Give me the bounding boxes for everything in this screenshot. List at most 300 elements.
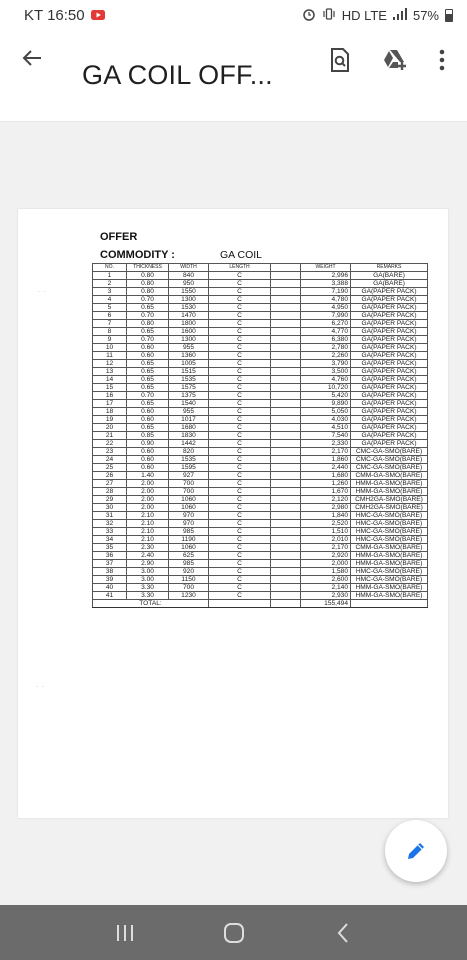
row-weight: 4,030 <box>301 416 351 424</box>
row-thickness: 3.00 <box>127 568 169 576</box>
row-weight: 1,670 <box>301 488 351 496</box>
spacer-cell <box>271 488 301 496</box>
back-button[interactable] <box>18 44 46 72</box>
chevron-left-icon <box>336 922 350 944</box>
row-number: 21 <box>93 432 127 440</box>
row-weight: 2,260 <box>301 352 351 360</box>
row-number: 15 <box>93 384 127 392</box>
row-length: C <box>209 360 271 368</box>
row-number: 16 <box>93 392 127 400</box>
row-width: 1230 <box>169 592 209 600</box>
spacer-cell <box>271 568 301 576</box>
row-length: C <box>209 424 271 432</box>
spacer-cell <box>271 416 301 424</box>
table-row <box>93 552 428 560</box>
row-width: 1150 <box>169 576 209 584</box>
table-row <box>93 280 428 288</box>
spacer-cell <box>271 368 301 376</box>
row-thickness: 0.65 <box>127 400 169 408</box>
row-length: C <box>209 432 271 440</box>
row-remarks: GA(PAPER PACK) <box>351 384 428 392</box>
table-row <box>93 320 428 328</box>
row-weight: 2,920 <box>301 552 351 560</box>
table-row <box>93 520 428 528</box>
row-width: 985 <box>169 528 209 536</box>
spacer-cell <box>271 504 301 512</box>
row-remarks: CMM-GA-SMO(BARE) <box>351 544 428 552</box>
document-title: GA COIL OFF... <box>82 60 273 90</box>
row-length: C <box>209 512 271 520</box>
scan-mark: · · <box>36 684 44 690</box>
row-number: 23 <box>93 448 127 456</box>
row-thickness: 0.80 <box>127 272 169 280</box>
row-thickness: 3.00 <box>127 576 169 584</box>
row-weight: 4,510 <box>301 424 351 432</box>
spacer-cell <box>271 272 301 280</box>
row-remarks: CMC-GA-SMO(BARE) <box>351 456 428 464</box>
table-row <box>93 384 428 392</box>
row-length: C <box>209 456 271 464</box>
row-weight: 3,500 <box>301 368 351 376</box>
row-number: 2 <box>93 280 127 288</box>
row-length: C <box>209 408 271 416</box>
recent-apps-icon <box>115 924 135 942</box>
row-number: 14 <box>93 376 127 384</box>
table-row <box>93 408 428 416</box>
row-remarks: GA(PAPER PACK) <box>351 376 428 384</box>
row-width: 927 <box>169 472 209 480</box>
row-width: 820 <box>169 448 209 456</box>
row-remarks: GA(PAPER PACK) <box>351 312 428 320</box>
total-label: TOTAL: <box>93 600 209 608</box>
spacer-cell <box>271 536 301 544</box>
row-width: 1375 <box>169 392 209 400</box>
spacer-cell <box>271 280 301 288</box>
row-length: C <box>209 520 271 528</box>
row-weight: 6,380 <box>301 336 351 344</box>
row-width: 950 <box>169 280 209 288</box>
row-weight: 2,780 <box>301 344 351 352</box>
table-row <box>93 464 428 472</box>
row-length: C <box>209 504 271 512</box>
row-weight: 6,270 <box>301 320 351 328</box>
row-length: C <box>209 536 271 544</box>
row-length: C <box>209 400 271 408</box>
row-length: C <box>209 376 271 384</box>
table-row <box>93 536 428 544</box>
row-weight: 2,600 <box>301 576 351 584</box>
row-remarks: GA(PAPER PACK) <box>351 304 428 312</box>
row-length: C <box>209 320 271 328</box>
status-left <box>24 7 105 24</box>
total-row <box>93 600 428 608</box>
row-width: 700 <box>169 488 209 496</box>
row-thickness: 0.70 <box>127 296 169 304</box>
pencil-icon <box>405 840 427 862</box>
row-thickness: 0.60 <box>127 344 169 352</box>
row-weight: 2,440 <box>301 464 351 472</box>
table-row <box>93 512 428 520</box>
row-width: 1535 <box>169 456 209 464</box>
commodity-label: COMMODITY : <box>100 249 175 261</box>
row-weight: 2,980 <box>301 504 351 512</box>
row-thickness: 0.70 <box>127 312 169 320</box>
row-thickness: 0.70 <box>127 336 169 344</box>
find-in-document-button[interactable] <box>327 46 353 74</box>
row-remarks: GA(PAPER PACK) <box>351 320 428 328</box>
spacer-cell <box>271 264 301 272</box>
row-width: 1575 <box>169 384 209 392</box>
row-remarks: HMC-GA-SMO(BARE) <box>351 520 428 528</box>
spacer-cell <box>271 464 301 472</box>
row-thickness: 2.00 <box>127 488 169 496</box>
alarm-icon <box>302 7 316 24</box>
home-button[interactable] <box>214 913 254 953</box>
row-weight: 1,510 <box>301 528 351 536</box>
row-number: 40 <box>93 584 127 592</box>
table-row <box>93 488 428 496</box>
table-row <box>93 344 428 352</box>
row-number: 3 <box>93 288 127 296</box>
row-weight: 2,170 <box>301 448 351 456</box>
spacer-cell <box>271 296 301 304</box>
row-thickness: 0.85 <box>127 432 169 440</box>
row-remarks: GA(PAPER PACK) <box>351 424 428 432</box>
row-remarks: GA(PAPER PACK) <box>351 400 428 408</box>
row-thickness: 0.60 <box>127 448 169 456</box>
home-icon <box>223 922 245 944</box>
spacer-cell <box>271 424 301 432</box>
row-width: 1442 <box>169 440 209 448</box>
table-row <box>93 392 428 400</box>
battery-percentage: 57% <box>412 7 439 23</box>
row-length: C <box>209 544 271 552</box>
spacer-cell <box>271 312 301 320</box>
table-row <box>93 496 428 504</box>
spacer-cell <box>271 432 301 440</box>
row-number: 20 <box>93 424 127 432</box>
spacer-cell <box>271 560 301 568</box>
row-width: 1190 <box>169 536 209 544</box>
table-row <box>93 376 428 384</box>
row-remarks: GA(PAPER PACK) <box>351 288 428 296</box>
row-weight: 2,930 <box>301 592 351 600</box>
back-nav-button[interactable] <box>323 913 363 953</box>
row-length: C <box>209 304 271 312</box>
spacer-cell <box>271 544 301 552</box>
row-thickness: 0.90 <box>127 440 169 448</box>
add-to-drive-icon <box>382 48 408 72</box>
row-weight: 5,050 <box>301 408 351 416</box>
row-weight: 4,770 <box>301 328 351 336</box>
row-thickness: 0.65 <box>127 328 169 336</box>
row-width: 955 <box>169 408 209 416</box>
spacer-cell <box>271 576 301 584</box>
column-header: LENGTH <box>209 264 271 272</box>
row-number: 6 <box>93 312 127 320</box>
column-header: WEIGHT <box>301 264 351 272</box>
row-number: 28 <box>93 488 127 496</box>
more-vertical-icon <box>439 49 445 71</box>
row-remarks: HMC-GA-SMO(BARE) <box>351 528 428 536</box>
row-weight: 5,420 <box>301 392 351 400</box>
row-number: 25 <box>93 464 127 472</box>
row-weight: 1,680 <box>301 472 351 480</box>
row-thickness: 1.40 <box>127 472 169 480</box>
row-remarks: GA(PAPER PACK) <box>351 368 428 376</box>
document-page <box>18 209 448 818</box>
add-to-drive-button[interactable] <box>382 46 408 74</box>
row-number: 31 <box>93 512 127 520</box>
spacer-cell <box>271 376 301 384</box>
carrier-time: KT 16:50 <box>24 6 85 24</box>
row-length: C <box>209 384 271 392</box>
row-weight: 1,260 <box>301 480 351 488</box>
row-remarks: HMM-GA-SMO(BARE) <box>351 592 428 600</box>
vibrate-icon <box>322 7 336 24</box>
battery-icon <box>445 9 453 22</box>
table-row <box>93 424 428 432</box>
table-row <box>93 560 428 568</box>
table-row <box>93 528 428 536</box>
total-weight: 155,494 <box>301 600 351 608</box>
row-length: C <box>209 272 271 280</box>
row-number: 19 <box>93 416 127 424</box>
document-heading: OFFER <box>100 231 138 243</box>
row-weight: 4,780 <box>301 296 351 304</box>
row-remarks: GA(PAPER PACK) <box>351 344 428 352</box>
row-number: 7 <box>93 320 127 328</box>
row-length: C <box>209 440 271 448</box>
row-thickness: 0.80 <box>127 288 169 296</box>
row-remarks: HMC-GA-SMO(BARE) <box>351 536 428 544</box>
row-weight: 3,388 <box>301 280 351 288</box>
row-number: 22 <box>93 440 127 448</box>
row-length: C <box>209 336 271 344</box>
row-thickness: 2.00 <box>127 504 169 512</box>
spacer-cell <box>271 392 301 400</box>
row-width: 1060 <box>169 544 209 552</box>
column-header: REMARKS <box>351 264 428 272</box>
row-weight: 1,840 <box>301 512 351 520</box>
status-bar <box>0 0 467 30</box>
spacer-cell <box>271 456 301 464</box>
row-width: 1017 <box>169 416 209 424</box>
row-weight: 3,790 <box>301 360 351 368</box>
spacer-cell <box>271 512 301 520</box>
row-thickness: 0.65 <box>127 424 169 432</box>
spacer-cell <box>271 480 301 488</box>
table-row <box>93 584 428 592</box>
table-row <box>93 440 428 448</box>
spacer-cell <box>271 496 301 504</box>
row-number: 37 <box>93 560 127 568</box>
row-number: 38 <box>93 568 127 576</box>
find-in-page-icon <box>330 48 350 72</box>
spacer-cell <box>271 400 301 408</box>
row-remarks: GA(PAPER PACK) <box>351 360 428 368</box>
row-length: C <box>209 328 271 336</box>
row-width: 1060 <box>169 504 209 512</box>
row-number: 30 <box>93 504 127 512</box>
table-row <box>93 472 428 480</box>
row-number: 29 <box>93 496 127 504</box>
row-length: C <box>209 464 271 472</box>
row-thickness: 2.00 <box>127 480 169 488</box>
row-weight: 4,760 <box>301 376 351 384</box>
row-width: 920 <box>169 568 209 576</box>
table-row <box>93 544 428 552</box>
row-width: 1550 <box>169 288 209 296</box>
column-header: NO. <box>93 264 127 272</box>
table-row <box>93 312 428 320</box>
table-row <box>93 416 428 424</box>
row-width: 1595 <box>169 464 209 472</box>
row-length: C <box>209 312 271 320</box>
row-number: 5 <box>93 304 127 312</box>
row-width: 1800 <box>169 320 209 328</box>
row-remarks: GA(PAPER PACK) <box>351 440 428 448</box>
table-row <box>93 328 428 336</box>
row-length: C <box>209 392 271 400</box>
row-length: C <box>209 296 271 304</box>
row-remarks: HMC-GA-SMO(BARE) <box>351 512 428 520</box>
spacer-cell <box>271 304 301 312</box>
total-empty-cell <box>209 600 271 608</box>
row-width: 1680 <box>169 424 209 432</box>
spacer-cell <box>271 552 301 560</box>
spacer-cell <box>271 288 301 296</box>
offer-table <box>92 263 428 608</box>
row-remarks: HMC-GA-SMO(BARE) <box>351 568 428 576</box>
row-width: 1300 <box>169 296 209 304</box>
row-width: 1360 <box>169 352 209 360</box>
row-number: 18 <box>93 408 127 416</box>
row-remarks: HMM-GA-SMO(BARE) <box>351 584 428 592</box>
row-width: 970 <box>169 520 209 528</box>
row-length: C <box>209 584 271 592</box>
row-remarks: CMC-GA-SMO(BARE) <box>351 448 428 456</box>
row-width: 955 <box>169 344 209 352</box>
more-options-button[interactable] <box>429 46 455 74</box>
row-width: 1005 <box>169 360 209 368</box>
row-width: 840 <box>169 272 209 280</box>
row-length: C <box>209 280 271 288</box>
row-width: 1060 <box>169 496 209 504</box>
row-length: C <box>209 416 271 424</box>
row-thickness: 2.90 <box>127 560 169 568</box>
row-thickness: 0.65 <box>127 304 169 312</box>
row-weight: 2,170 <box>301 544 351 552</box>
row-weight: 9,890 <box>301 400 351 408</box>
row-width: 1535 <box>169 376 209 384</box>
row-number: 17 <box>93 400 127 408</box>
spacer-cell <box>271 448 301 456</box>
row-weight: 7,990 <box>301 312 351 320</box>
row-thickness: 0.60 <box>127 408 169 416</box>
row-thickness: 0.80 <box>127 280 169 288</box>
table-row <box>93 504 428 512</box>
spacer-cell <box>271 600 301 608</box>
table-row <box>93 592 428 600</box>
row-length: C <box>209 344 271 352</box>
row-remarks: GA(PAPER PACK) <box>351 352 428 360</box>
row-remarks: GA(PAPER PACK) <box>351 432 428 440</box>
recent-apps-button[interactable] <box>105 913 145 953</box>
spacer-cell <box>271 328 301 336</box>
row-width: 700 <box>169 584 209 592</box>
row-width: 1300 <box>169 336 209 344</box>
row-number: 9 <box>93 336 127 344</box>
row-width: 1470 <box>169 312 209 320</box>
row-length: C <box>209 288 271 296</box>
row-thickness: 2.10 <box>127 520 169 528</box>
row-number: 39 <box>93 576 127 584</box>
spacer-cell <box>271 592 301 600</box>
youtube-notification-icon <box>91 7 105 24</box>
table-row <box>93 568 428 576</box>
row-number: 34 <box>93 536 127 544</box>
row-weight: 2,000 <box>301 560 351 568</box>
row-width: 985 <box>169 560 209 568</box>
row-remarks: CMC-GA-SMO(BARE) <box>351 464 428 472</box>
row-thickness: 0.60 <box>127 352 169 360</box>
row-thickness: 2.10 <box>127 512 169 520</box>
spacer-cell <box>271 320 301 328</box>
table-row <box>93 480 428 488</box>
row-thickness: 0.60 <box>127 464 169 472</box>
row-remarks: GA(BARE) <box>351 280 428 288</box>
app-bar <box>0 30 467 122</box>
edit-fab[interactable] <box>385 820 447 882</box>
row-number: 24 <box>93 456 127 464</box>
row-remarks: CMM-GA-SMO(BARE) <box>351 472 428 480</box>
row-length: C <box>209 560 271 568</box>
row-remarks: HMM-GA-SMO(BARE) <box>351 488 428 496</box>
row-number: 10 <box>93 344 127 352</box>
row-weight: 2,010 <box>301 536 351 544</box>
row-remarks: GA(PAPER PACK) <box>351 392 428 400</box>
table-row <box>93 288 428 296</box>
row-length: C <box>209 496 271 504</box>
row-length: C <box>209 592 271 600</box>
row-number: 12 <box>93 360 127 368</box>
row-remarks: CMH2GA-SMO(BARE) <box>351 496 428 504</box>
spacer-cell <box>271 520 301 528</box>
document-viewer[interactable] <box>0 122 467 905</box>
scan-mark: · · <box>38 289 46 295</box>
row-width: 625 <box>169 552 209 560</box>
spacer-cell <box>271 384 301 392</box>
table-row <box>93 360 428 368</box>
spacer-cell <box>271 472 301 480</box>
row-number: 4 <box>93 296 127 304</box>
commodity-value: GA COIL <box>220 249 263 261</box>
row-width: 970 <box>169 512 209 520</box>
row-remarks: HMM-GA-SMO(BARE) <box>351 480 428 488</box>
row-remarks: GA(PAPER PACK) <box>351 408 428 416</box>
spacer-cell <box>271 408 301 416</box>
row-weight: 2,140 <box>301 584 351 592</box>
row-number: 35 <box>93 544 127 552</box>
column-header: THICKNESS <box>127 264 169 272</box>
row-weight: 2,996 <box>301 272 351 280</box>
status-right <box>302 7 453 24</box>
row-number: 41 <box>93 592 127 600</box>
row-thickness: 0.65 <box>127 384 169 392</box>
row-thickness: 2.40 <box>127 552 169 560</box>
system-nav-bar <box>0 905 467 960</box>
